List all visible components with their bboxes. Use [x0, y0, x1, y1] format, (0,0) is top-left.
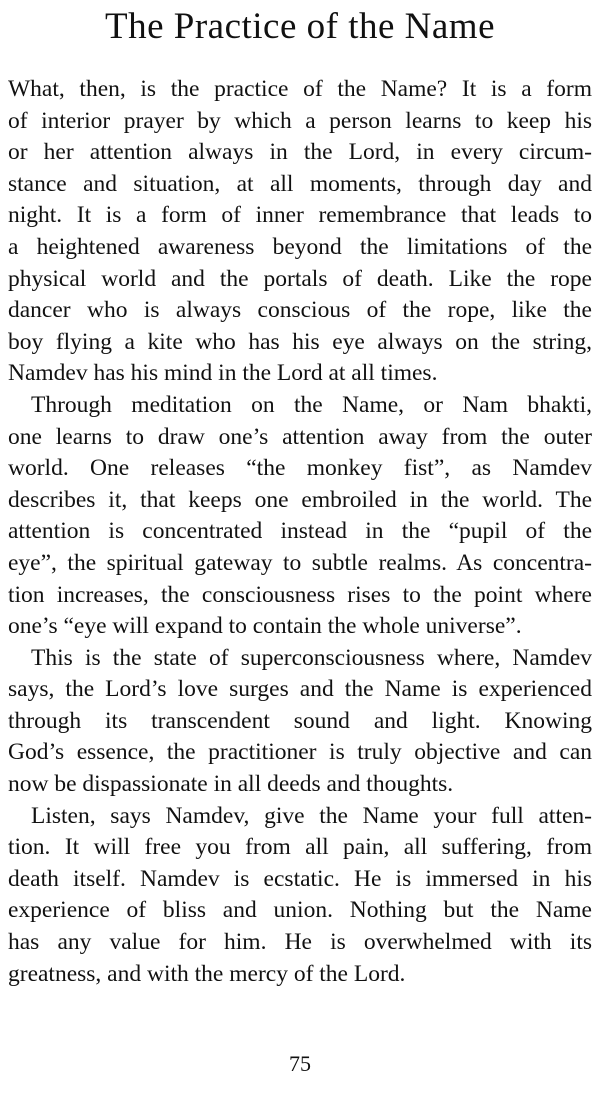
text-line: says, the Lord’s love surges and the Name is experienced: [8, 676, 592, 703]
text-line: This is the state of superconsciousness where, Namdev: [31, 644, 592, 671]
text-line: Through meditation on the Name, or Nam bhakti,: [31, 391, 592, 418]
text-line: physical world and the portals of death. Like the rope: [8, 265, 592, 292]
text-line: God’s essence, the practitioner is truly objective and can: [8, 739, 592, 766]
text-line: of interior prayer by which a person learns to keep his: [8, 107, 592, 134]
text-line: dancer who is always conscious of the rope, like the: [8, 297, 592, 324]
text-line: greatness, and with the mercy of the Lord.: [8, 960, 406, 987]
text-line: has any value for him. He is overwhelmed with its: [8, 929, 592, 956]
text-line: What, then, is the practice of the Name? It is a form: [8, 76, 592, 102]
paragraph-4: [8, 801, 592, 991]
text-line: a heightened awareness beyond the limitations of the: [8, 233, 592, 260]
text-line: one’s “eye will expand to contain the whole universe”.: [8, 613, 522, 640]
page-number: 75: [289, 1051, 311, 1076]
text-line: stance and situation, at all moments, through day and: [8, 170, 592, 197]
text-line: boy flying a kite who has his eye always on the string,: [8, 328, 592, 355]
text-line: eye”, the spiritual gateway to subtle realms. As concentra-: [8, 549, 592, 576]
paragraph-3: [8, 643, 592, 801]
text-line: Namdev has his mind in the Lord at all times.: [8, 360, 438, 387]
text-line: Listen, says Namdev, give the Name your full atten-: [31, 802, 592, 829]
text-line: tion. It will free you from all pain, all suffering, from: [8, 834, 592, 861]
paragraph-1: [8, 74, 592, 390]
text-line: or her attention always in the Lord, in every circum-: [8, 139, 592, 166]
body-text: [8, 74, 592, 990]
text-line: one learns to draw one’s attention away from the outer: [8, 423, 592, 450]
text-line: world. One releases “the monkey fist”, as Namdev: [8, 455, 592, 482]
chapter-title: The Practice of the Name: [104, 6, 496, 47]
text-line: attention is concentrated instead in the “pupil of the: [8, 518, 592, 545]
text-line: now be dispassionate in all deeds and thoughts.: [8, 771, 454, 798]
text-line: tion increases, the consciousness rises to the point where: [8, 581, 592, 608]
paragraph-2: [8, 390, 592, 643]
text-line: through its transcendent sound and light. Knowing: [8, 707, 592, 734]
text-line: experience of bliss and union. Nothing but the Name: [8, 897, 592, 924]
text-line: death itself. Namdev is ecstatic. He is immersed in his: [8, 865, 592, 892]
text-line: night. It is a form of inner remembrance that leads to: [8, 202, 592, 229]
text-line: describes it, that keeps one embroiled in the world. The: [8, 486, 592, 513]
